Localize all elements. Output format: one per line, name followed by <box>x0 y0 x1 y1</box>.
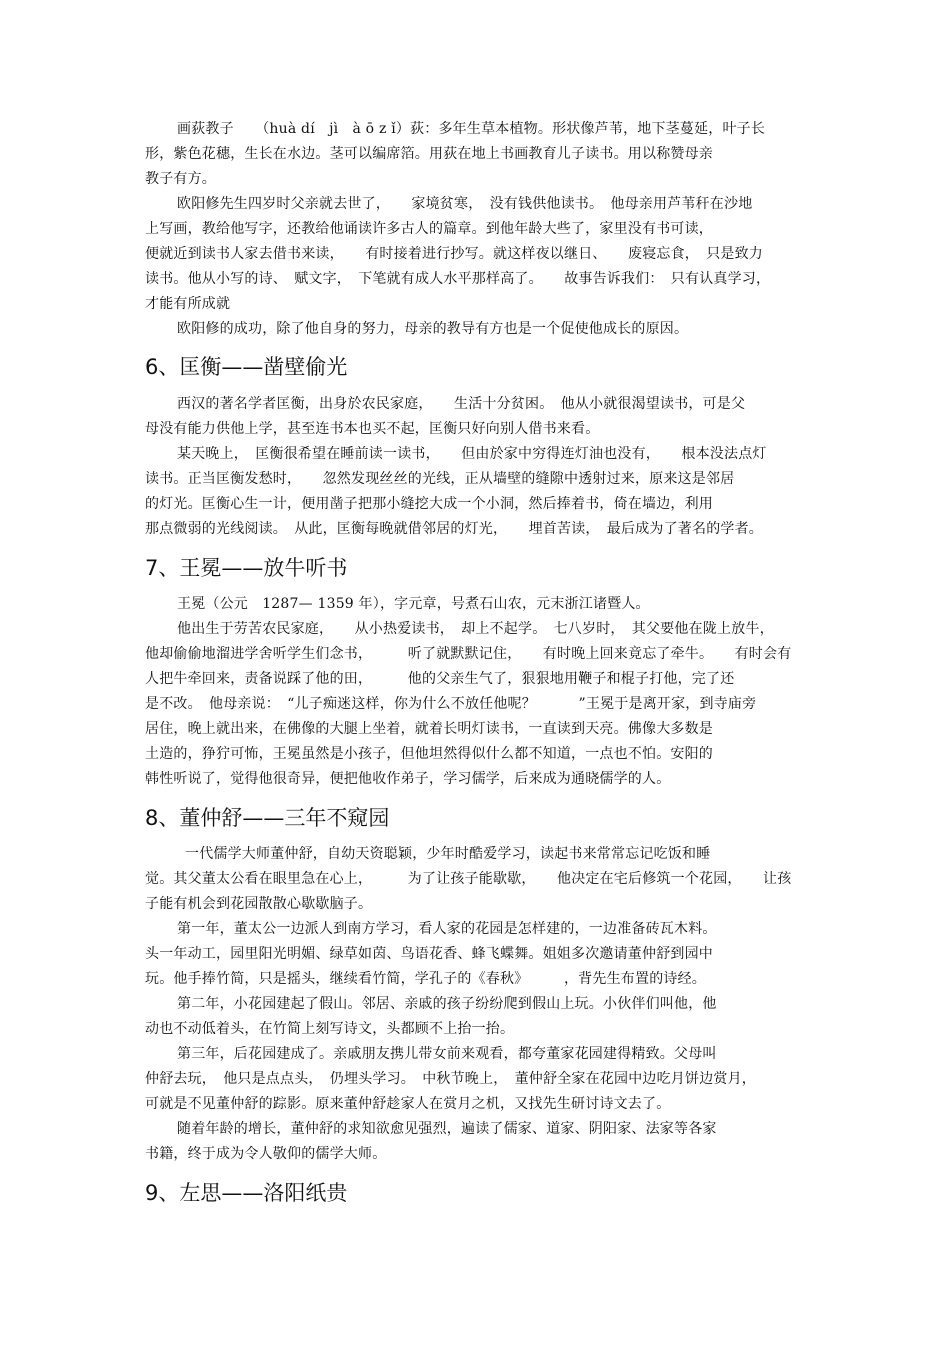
section-heading: 6、匡衡——凿壁偷光 <box>145 355 348 379</box>
paragraph-line: 可就是不见董仲舒的踪影。原来董仲舒趁家人在赏月之机，又找先生研讨诗文去了。 <box>145 1096 671 1112</box>
paragraph-line: 仲舒去玩， 他只是点点头， 仍埋头学习。 中秋节晚上， 董仲舒全家在花园中边吃月饼边赏月， <box>145 1071 756 1087</box>
paragraph-line: 那点微弱的光线阅读。 从此，匡衡每晚就借邻居的灯光， 埋首苦读， 最后成为了著名的学者。 <box>145 521 763 537</box>
paragraph-line: 书籍，终于成为令人敬仰的儒学大师。 <box>145 1146 387 1162</box>
section-heading: 7、王冕——放牛听书 <box>145 556 348 580</box>
intro-line: 便就近到读书人家去借书来读， 有时接着进行抄写。就这样夜以继日、 废寝忘食， 只是致力 <box>145 246 763 262</box>
paragraph-line: 觉。其父董太公看在眼里急在心上， 为了让孩子能歇歇， 他决定在宅后修筑一个花园， 让孩 <box>145 871 792 887</box>
section-heading: 8、董仲舒——三年不窥园 <box>145 806 390 830</box>
paragraph-line: 某天晚上， 匡衡很希望在睡前读一读书， 但由於家中穷得连灯油也没有， 根本没法点灯 <box>177 446 767 462</box>
paragraph-line: 子能有机会到花园散散心歇歇脑子。 <box>145 896 373 912</box>
paragraph-line: 王冕（公元 1287— 1359 年），字元章，号煮石山农，元末浙江诸暨人。 <box>177 596 650 612</box>
paragraph-line: 第三年，后花园建成了。亲戚朋友携儿带女前来观看，都夸董家花园建得精致。父母叫 <box>177 1046 717 1062</box>
section-heading: 9、左思——洛阳纸贵 <box>145 1181 348 1205</box>
paragraph-line: 一代儒学大师董仲舒，自幼天资聪颖，少年时酷爱学习，读起书来常常忘记吃饭和睡 <box>185 846 711 862</box>
paragraph-line: 随着年龄的增长，董仲舒的求知欲愈见强烈，遍读了儒家、道家、阴阳家、法家等各家 <box>177 1121 717 1137</box>
intro-line: 画荻教子 （huà dí jì à ō z ǐ）荻：多年生草本植物。形状像芦苇，地下茎蔓延，叶子长 <box>177 121 766 137</box>
intro-line: 形，紫色花穗，生长在水边。茎可以编席箔。用荻在地上书画教育儿子读书。用以称赞母亲 <box>145 146 713 162</box>
paragraph-line: 母没有能力供他上学，甚至连书本也买不起，匡衡只好向别人借书来看。 <box>145 421 600 437</box>
paragraph-line: 第二年，小花园建起了假山。邻居、亲戚的孩子纷纷爬到假山上玩。小伙伴们叫他，他 <box>177 996 717 1012</box>
paragraph-line: 动也不动低着头，在竹简上刻写诗文，头都顾不上抬一抬。 <box>145 1021 515 1037</box>
paragraph-line: 西汉的著名学者匡衡，出身於农民家庭， 生活十分贫困。 他从小就很渴望读书，可是父 <box>177 396 746 412</box>
intro-line: 教子有方。 <box>145 171 216 187</box>
paragraph-line: 读书。正当匡衡发愁时， 忽然发现丝丝的光线，正从墙壁的缝隙中透射过来，原来这是邻居 <box>145 471 735 487</box>
paragraph-line: 是不改。 他母亲说： “儿子痴迷这样，你为什么不放任他呢？ ”王冕于是离开家，到寺庙旁 <box>145 696 757 712</box>
paragraph-line: 韩性听说了，觉得他很奇异，便把他收作弟子，学习儒学，后来成为通晓儒学的人。 <box>145 771 671 787</box>
intro-line: 欧阳修的成功，除了他自身的努力，母亲的教导有方也是一个促使他成长的原因。 <box>177 321 689 337</box>
paragraph-line: 土造的，狰狞可怖，王冕虽然是小孩子，但他坦然得似什么都不知道，一点也不怕。安阳的 <box>145 746 713 762</box>
intro-line: 欧阳修先生四岁时父亲就去世了， 家境贫寒， 没有钱供他读书。 他母亲用芦苇秆在沙地 <box>177 196 753 212</box>
intro-line: 上写画，教给他写字，还教给他诵读许多古人的篇章。到他年龄大些了，家里没有书可读， <box>145 221 713 237</box>
paragraph-line: 第一年，董太公一边派人到南方学习，看人家的花园是怎样建的，一边准备砖瓦木料。 <box>177 921 717 937</box>
paragraph-line: 他出生于劳苦农民家庭， 从小热爱读书， 却上不起学。 七八岁时， 其父要他在陇上放牛， <box>177 621 774 637</box>
paragraph-line: 他却偷偷地溜进学舍听学生们念书， 听了就默默记住， 有时晚上回来竟忘了牵牛。 有时会有 <box>145 646 792 662</box>
paragraph-line: 人把牛牵回来，责备说踩了他的田， 他的父亲生气了，狠狠地用鞭子和棍子打他，完了还 <box>145 671 735 687</box>
paragraph-line: 玩。他手捧竹简，只是摇头，继续看竹简，学孔子的《春秋》 ，背先生布置的诗经。 <box>145 971 706 987</box>
paragraph-line: 的灯光。匡衡心生一计，便用凿子把那小缝挖大成一个小洞，然后捧着书，倚在墙边，利用 <box>145 496 713 512</box>
paragraph-line: 居住，晚上就出来，在佛像的大腿上坐着，就着长明灯读书，一直读到天亮。佛像大多数是 <box>145 721 713 737</box>
intro-line: 才能有所成就 <box>145 296 231 312</box>
paragraph-line: 头一年动工，园里阳光明媚、绿草如茵、鸟语花香、蜂飞蝶舞。姐姐多次邀请董仲舒到园中 <box>145 946 713 962</box>
intro-line: 读书。他从小写的诗、 赋文字， 下笔就有成人水平那样高了。 故事告诉我们： 只有认真学习， <box>145 271 771 287</box>
